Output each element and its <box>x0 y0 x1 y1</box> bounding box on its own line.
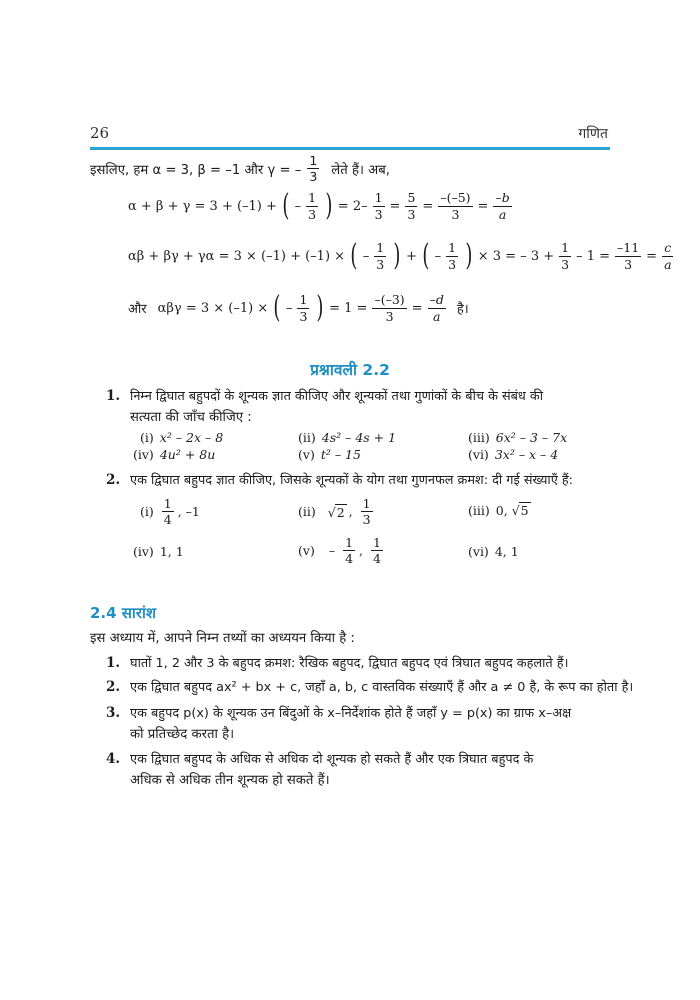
equation-product: और αβγ = 3 × (–1) × ( – $\frac{1}{3}$ ) = 1 = $\frac{-(-3)}{3}$ = $\frac{-d}{a}$ है। <box>128 290 469 325</box>
q2-text: एक द्विघात बहुपद ज्ञात कीजिए, जिसके शून्यकों के योग तथा गुणनफल क्रमश: दी गई संख्याएँ हैं: <box>130 473 573 488</box>
page-number: 26 <box>90 124 110 142</box>
point-3-text: एक बहुपद p(x) के शून्यक उन बिंदुओं के x–निर्देशांक होते हैं जहाँ y = p(x) का ग्राफ x–अक्ष को प्रतिच्छेद करता है। <box>130 706 572 742</box>
q2-option-vi: (vi) 4, 1 <box>468 544 519 559</box>
exercise-title: प्रश्नावली 2.2 <box>310 361 390 379</box>
q1-option-v: (v) t² – 15 <box>298 447 361 462</box>
q1-option-iv: (iv) 4u² + 8u <box>133 447 216 462</box>
q2-option-iii: (iii) 0, √5 <box>468 502 529 518</box>
equation-sum: α + β + γ = 3 + (–1) + ( – $\frac{1}{3}$ ) = 2– $\frac{1}{3}$ = $\frac{5}{3}$ = $\frac{-(-5)}{3}$ = $\frac{-b}{a}$ <box>128 188 510 223</box>
q1-option-i: (i) x² – 2x – 8 <box>140 430 224 445</box>
q2-option-i: (i) $\frac{1}{4}$ , –1 <box>140 496 200 528</box>
q2-option-v: (v) – $\frac{1}{4}$ , $\frac{1}{4}$ <box>298 535 381 567</box>
point-4-text: एक द्विघात बहुपद के अधिक से अधिक दो शून्यक हो सकते हैं और एक त्रिघात बहुपद के अधिक से अधिक तीन शून्यक हो सकते हैं। <box>130 752 534 788</box>
intro-line <box>90 154 390 183</box>
summary-intro: इस अध्याय में, आपने निम्न तथ्यों का अध्ययन किया है : <box>90 631 355 646</box>
q1-text: निम्न द्विघात बहुपदों के शून्यक ज्ञात कीजिए और शून्यकों तथा गुणांकों के बीच के संबंध की सत्यता की जाँच कीजिए : <box>130 389 544 425</box>
point-4-number: 4. <box>106 751 121 767</box>
point-2-text: एक द्विघात बहुपद ax² + bx + c, जहाँ a, b, c वास्तविक संख्याएँ हैं और a ≠ 0 है, के रूप का होता है। <box>130 680 634 695</box>
q2-option-iv: (iv) 1, 1 <box>133 544 184 559</box>
point-2-number: 2. <box>106 679 121 695</box>
intro-fraction: $\frac{1}{3}$ <box>309 153 318 185</box>
q2-option-ii: (ii) √2 , $\frac{1}{3}$ <box>298 496 371 528</box>
equation-pair-products: αβ + βγ + γα = 3 × (–1) + (–1) × ( – $\frac{1}{3}$ ) + ( – $\frac{1}{3}$ ) × 3 = – 3 + $\frac{1}{3}$ – 1 = $\frac{-11}{3}$ = $\frac{c}{a}$ <box>128 238 672 273</box>
q1-option-iii: (iii) 6x² – 3 – 7x <box>468 430 568 445</box>
point-3-number: 3. <box>106 705 121 721</box>
header-rule <box>90 147 610 150</box>
intro-suffix: लेते हैं। अब, <box>331 162 390 178</box>
q1-option-vi: (vi) 3x² – x – 4 <box>468 447 559 462</box>
q2-number: 2. <box>106 472 121 488</box>
q1-option-ii: (ii) 4s² – 4s + 1 <box>298 430 397 445</box>
q1-number: 1. <box>106 388 121 404</box>
subject-title: गणित <box>578 126 608 142</box>
intro-prefix: इसलिए, हम α = 3, β = –1 और γ = – <box>90 162 302 178</box>
summary-title: 2.4 सारांश <box>90 604 157 622</box>
point-1-text: घातों 1, 2 और 3 के बहुपद क्रमश: रैखिक बहुपद, द्विघात बहुपद एवं त्रिघात बहुपद कहलाते हैं। <box>130 656 569 671</box>
point-1-number: 1. <box>106 655 121 671</box>
